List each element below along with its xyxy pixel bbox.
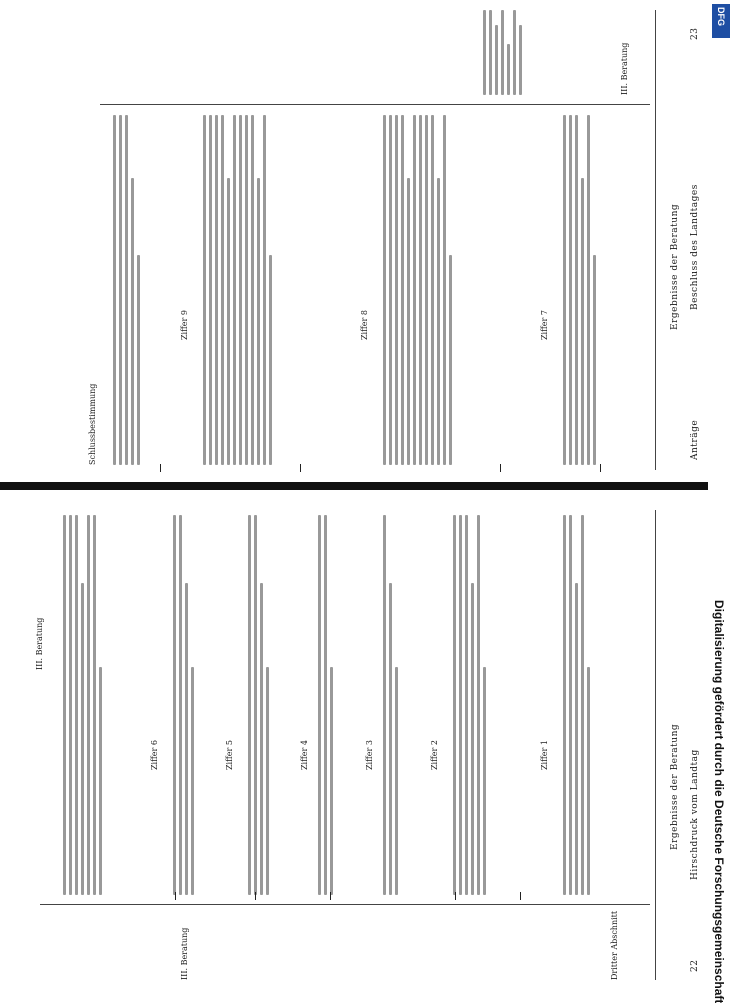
margin-heading: III. Beratung	[620, 42, 629, 95]
closing-line: Schlussbestimmung	[88, 383, 97, 465]
text-block	[560, 515, 640, 895]
text-block	[245, 515, 295, 895]
text-block	[110, 115, 175, 465]
text-block	[60, 515, 145, 895]
section-title: Ergebnisse der Beratung	[670, 723, 680, 850]
page-number: 22	[690, 959, 700, 972]
subhead: Ziffer 3	[365, 740, 374, 770]
footer-label: III. Beratung	[35, 617, 44, 670]
text-block	[315, 515, 360, 895]
left-page	[0, 495, 736, 1000]
margin-heading: Dritter Abschnitt	[610, 910, 619, 980]
margin-rule	[100, 104, 650, 105]
subhead: Ziffer 9	[180, 310, 189, 340]
right-page	[0, 0, 736, 480]
margin-notes	[480, 10, 610, 95]
funding-notice-text: Digitalisierung gefördert durch die Deutsche Forschungsgemeinschaft	[712, 600, 726, 1003]
subhead: Ziffer 8	[360, 310, 369, 340]
margin-rule	[40, 904, 650, 905]
subhead: Ziffer 6	[150, 740, 159, 770]
text-block	[450, 515, 535, 895]
subhead: Ziffer 7	[540, 310, 549, 340]
running-head: Anträge	[690, 419, 700, 460]
watermark-strip	[708, 0, 736, 1003]
text-block	[380, 115, 535, 465]
text-block	[380, 515, 425, 895]
header-rule	[655, 10, 656, 470]
margin-heading: III. Beratung	[180, 927, 189, 980]
dfg-logo: DFG	[712, 4, 730, 38]
binding-gutter	[0, 482, 736, 490]
text-block	[170, 515, 220, 895]
header-rule	[655, 510, 656, 980]
subhead: Ziffer 1	[540, 740, 549, 770]
subhead: Ziffer 5	[225, 740, 234, 770]
funding-notice	[710, 600, 730, 1003]
running-head: Hirschdruck vom Landtag	[690, 749, 700, 880]
section-title: Ergebnisse der Beratung	[670, 203, 680, 330]
text-block	[200, 115, 355, 465]
page-number: 23	[690, 27, 700, 40]
subhead: Ziffer 4	[300, 740, 309, 770]
running-head: Beschluss des Landtages	[690, 184, 700, 310]
subhead: Ziffer 2	[430, 740, 439, 770]
text-block	[560, 115, 645, 465]
